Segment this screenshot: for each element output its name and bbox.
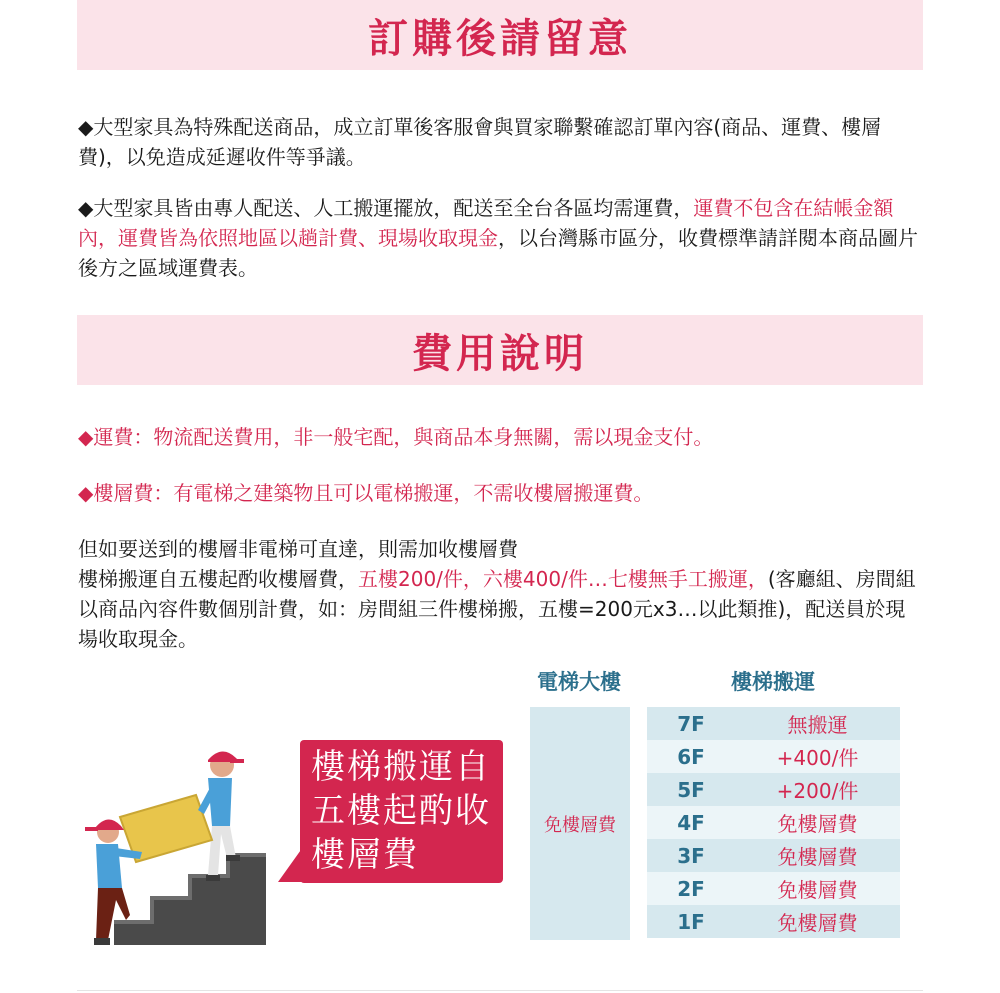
bubble-line-3: 樓層費 [311,835,419,875]
stair-note-line-2 [78,564,924,654]
floor-fee: 免樓層費 [777,911,858,935]
fee-title: 費用說明 [412,330,588,377]
delivery-notice-paragraph [78,193,924,283]
floor-label: 4F [677,810,705,835]
delivery-text-highlight: 運費不包含在結帳金額內，運費皆為依照地區以趟計費、現場收取現金 [78,196,894,250]
notice-banner [77,0,923,70]
stairs-column-header: 樓梯搬運 [731,670,815,694]
stairs-fee-table [647,707,900,938]
elevator-column-header: 電梯大樓 [537,670,621,694]
movers-illustration-icon [80,740,280,950]
table-row [647,806,900,839]
floor-label: 5F [677,777,705,802]
delivery-text-1: ◆大型家具皆由專人配送、人工搬運擺放，配送至全台各區均需運費， [78,196,694,220]
speech-bubble [300,740,503,883]
floor-fee: 免樓層費 [777,845,858,869]
elevator-fee-text: 免樓層費 [544,814,616,836]
table-row [647,773,900,806]
order-notice-paragraph: ◆大型家具為特殊配送商品，成立訂單後客服會與買家聯繫確認訂單內容(商品、運費、樓層費)，以免造成延遲收件等爭議。 [78,115,882,169]
elevator-fee-cell [530,707,630,940]
bubble-line-1: 樓梯搬運自 [311,747,491,787]
table-row [647,707,900,740]
table-row [647,839,900,872]
stair-note-text: 樓梯搬運自五樓起酌收樓層費， [78,567,358,591]
floor-fee: +400/件 [776,746,859,770]
floor-fee: 無搬運 [787,713,848,737]
stair-note-highlight: 五樓200/件，六樓400/件…七樓無手工搬運， [358,567,768,591]
table-row [647,872,900,905]
stair-note-detail: (客廳組、房間組以商品內容件數個別計費，如：房間組三件樓梯搬，五樓=200元x3…以此類推)，配送員於現場收取現金。 [78,567,916,651]
floor-label: 3F [677,843,705,868]
floor-fee-line: ◆樓層費：有電梯之建築物且可以電梯搬運，不需收樓層搬運費。 [78,481,654,505]
stair-note-line-1: 但如要送到的樓層非電梯可直達，則需加收樓層費 [78,537,518,561]
table-row [647,905,900,938]
floor-fee: 免樓層費 [777,812,858,836]
floor-fee: +200/件 [776,779,859,803]
bubble-line-2: 五樓起酌收 [311,791,491,831]
divider [77,990,923,991]
stair-fee-note [78,534,924,654]
shipping-fee-line: ◆運費：物流配送費用，非一般宅配，與商品本身無關，需以現金支付。 [78,425,714,449]
delivery-text-2: ，以台灣縣市區分，收費標準請詳閱本商品圖片後方之區域運費表。 [78,226,918,280]
floor-fee: 免樓層費 [777,878,858,902]
fee-banner [77,315,923,385]
table-row [647,740,900,773]
floor-label: 7F [677,711,705,736]
floor-label: 1F [677,909,705,934]
floor-label: 6F [677,744,705,769]
notice-title: 訂購後請留意 [368,15,632,62]
floor-label: 2F [677,876,705,901]
